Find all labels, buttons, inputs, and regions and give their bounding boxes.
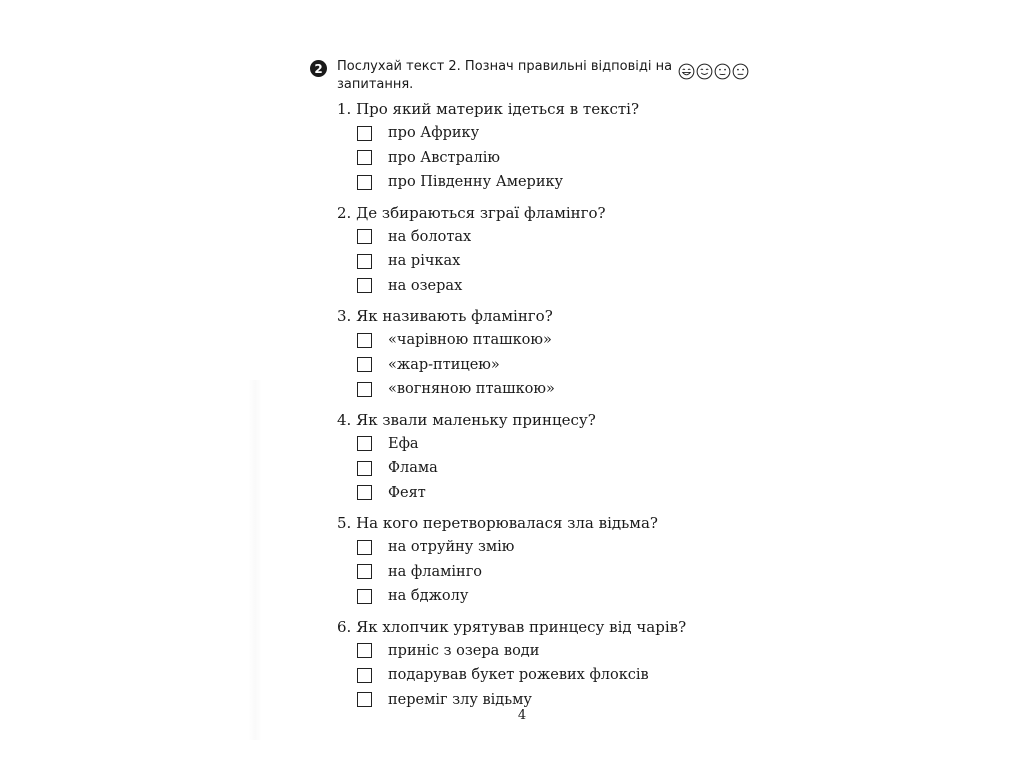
answer-option-label: «вогняною пташкою» <box>388 381 555 398</box>
answer-checkbox[interactable] <box>357 589 372 604</box>
question-text: 2. Де збираються зграї фламінго? <box>337 203 606 222</box>
answer-option <box>337 560 757 585</box>
answer-option <box>337 584 757 609</box>
answer-checkbox[interactable] <box>357 461 372 476</box>
answer-option <box>337 225 757 250</box>
answer-option-label: про Африку <box>388 125 480 142</box>
answer-option-label: Ефа <box>388 435 419 452</box>
answer-option-label: Флама <box>388 460 438 477</box>
answer-option-label: Феят <box>388 484 426 501</box>
answer-option <box>337 353 757 378</box>
question-5 <box>337 511 757 609</box>
task-instruction: Послухай текст 2. Познач правильні відповіді на запитання. <box>337 59 673 92</box>
answer-option-label: «жар-птицею» <box>388 356 500 373</box>
question-text: 5. На кого перетворювалася зла відьма? <box>337 514 658 532</box>
answer-option-label: «чарівною пташкою» <box>388 332 552 349</box>
answer-option <box>337 481 757 506</box>
answer-checkbox[interactable] <box>357 254 372 269</box>
answer-option <box>337 170 757 195</box>
answer-checkbox[interactable] <box>357 485 372 500</box>
answer-option <box>337 663 757 688</box>
question-6 <box>337 615 757 713</box>
answer-option <box>337 146 757 171</box>
answer-option-label: переміг злу відьму <box>388 691 532 708</box>
answer-checkbox[interactable] <box>357 278 372 293</box>
answer-option-label: на болотах <box>388 228 472 245</box>
answer-option-label: на річках <box>388 253 461 270</box>
answer-option <box>337 249 757 274</box>
answer-option-label: на бджолу <box>388 588 469 605</box>
answer-checkbox[interactable] <box>357 436 372 451</box>
self-assessment-faces <box>678 63 749 80</box>
questions-list <box>337 97 757 718</box>
answer-option-label: про Австралію <box>388 149 500 166</box>
page-number: 4 <box>517 708 527 723</box>
answer-option <box>337 432 757 457</box>
page-shadow <box>248 380 262 740</box>
sad-face-icon[interactable] <box>732 63 749 80</box>
answer-checkbox[interactable] <box>357 357 372 372</box>
task-number-badge: 2 <box>310 60 327 77</box>
question-text: 4. Як звали маленьку принцесу? <box>337 410 596 429</box>
answer-option-label: приніс з озера води <box>388 642 540 659</box>
answer-checkbox[interactable] <box>357 333 372 348</box>
answer-checkbox[interactable] <box>357 229 372 244</box>
question-1 <box>337 97 757 195</box>
question-text: 3. Як називають фламінго? <box>337 307 553 325</box>
question-2 <box>337 201 757 299</box>
smile-face-icon[interactable] <box>696 63 713 80</box>
answer-checkbox[interactable] <box>357 382 372 397</box>
question-4 <box>337 408 757 506</box>
answer-option-label: про Південну Америку <box>388 174 564 191</box>
answer-checkbox[interactable] <box>357 643 372 658</box>
answer-option <box>337 639 757 664</box>
answer-checkbox[interactable] <box>357 692 372 707</box>
neutral-face-icon[interactable] <box>714 63 731 80</box>
answer-checkbox[interactable] <box>357 540 372 555</box>
answer-option <box>337 377 757 402</box>
answer-option <box>337 535 757 560</box>
answer-option <box>337 274 757 299</box>
answer-option-label: на отруйну змію <box>388 539 515 556</box>
answer-option <box>337 456 757 481</box>
answer-checkbox[interactable] <box>357 175 372 190</box>
big-smile-face-icon[interactable] <box>678 63 695 80</box>
answer-option-label: на озерах <box>388 277 463 294</box>
answer-checkbox[interactable] <box>357 126 372 141</box>
answer-option-label: на фламінго <box>388 563 483 580</box>
answer-option <box>337 121 757 146</box>
answer-checkbox[interactable] <box>357 564 372 579</box>
question-text: 6. Як хлопчик урятував принцесу від чарів? <box>337 617 687 636</box>
answer-checkbox[interactable] <box>357 668 372 683</box>
question-3 <box>337 304 757 402</box>
answer-option <box>337 328 757 353</box>
question-text: 1. Про який материк ідеться в тексті? <box>337 100 639 118</box>
answer-option-label: подарував букет рожевих флоксів <box>388 667 649 684</box>
answer-checkbox[interactable] <box>357 150 372 165</box>
